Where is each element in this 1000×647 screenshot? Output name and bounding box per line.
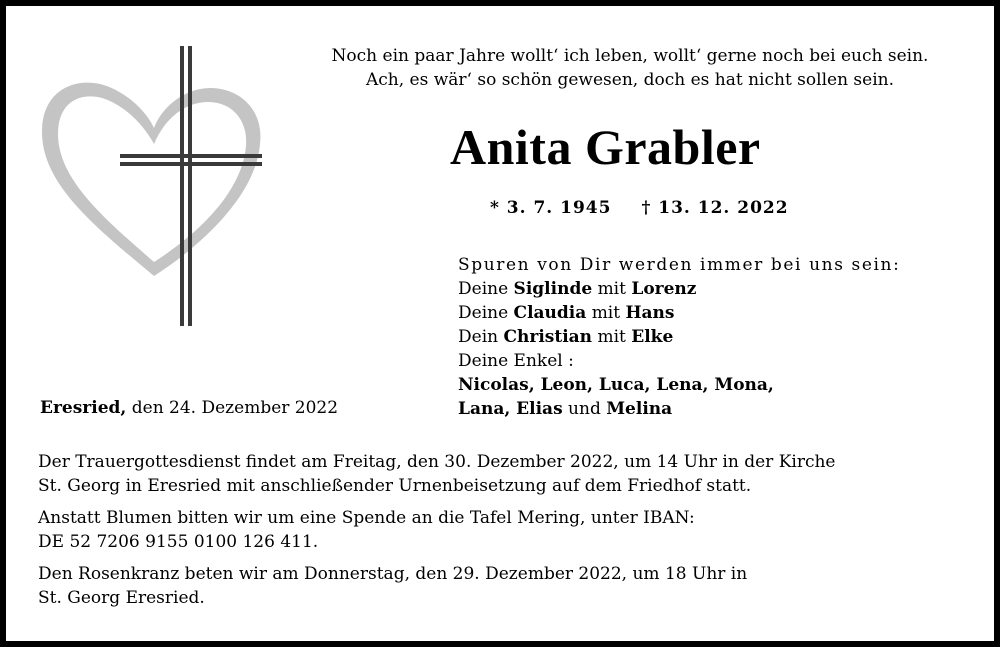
rosary-info-line-1: Den Rosenkranz beten wir am Donnerstag, den 29. Dezember 2022, um 18 Uhr in bbox=[38, 564, 748, 584]
grandchildren-names: Lana, Elias bbox=[458, 399, 563, 419]
mourner-name: Christian bbox=[503, 327, 593, 347]
mourner-prefix: Dein bbox=[458, 327, 499, 347]
mourner-conj: mit bbox=[591, 303, 621, 323]
mourner-conj: mit bbox=[597, 279, 626, 299]
service-info-line-1: Der Trauergottesdienst findet am Freitag, den 30. Dezember 2022, um 14 Uhr in der Kirche bbox=[38, 452, 836, 472]
mourner-conj: mit bbox=[597, 327, 626, 347]
heart-shape bbox=[42, 83, 260, 276]
town-name: Eresried, bbox=[40, 398, 127, 418]
mourner-row bbox=[458, 279, 696, 299]
poem-line-1: Noch ein paar Jahre wollt‘ ich leben, wollt‘ gerne noch bei euch sein. bbox=[331, 46, 929, 66]
service-info-line-2: St. Georg in Eresried mit anschließender Urnenbeisetzung auf dem Friedhof statt. bbox=[38, 476, 752, 496]
place-date bbox=[40, 398, 338, 418]
birth-date: * 3. 7. 1945 bbox=[490, 198, 612, 218]
mourner-partner: Hans bbox=[625, 303, 675, 323]
deceased-name: Anita Grabler bbox=[450, 119, 761, 175]
donation-iban: DE 52 7206 9155 0100 126 411. bbox=[38, 532, 319, 552]
mourner-prefix: Deine bbox=[458, 303, 509, 323]
mourner-partner: Lorenz bbox=[631, 279, 697, 299]
mourner-name: Siglinde bbox=[513, 279, 593, 299]
grandchild-name: Melina bbox=[606, 399, 673, 419]
mourner-name: Claudia bbox=[513, 303, 587, 323]
grandchildren-line-1 bbox=[458, 375, 774, 395]
conjunction: und bbox=[568, 399, 601, 419]
heart-cross-emblem bbox=[34, 44, 274, 330]
mourners-intro: Spuren von Dir werden immer bei uns sein: bbox=[458, 255, 901, 275]
mourner-row bbox=[458, 327, 673, 347]
grandchildren-line-2 bbox=[458, 399, 672, 419]
donation-info-line-1: Anstatt Blumen bitten wir um eine Spende an die Tafel Mering, unter IBAN: bbox=[38, 508, 695, 528]
mourner-partner: Elke bbox=[631, 327, 674, 347]
grandchildren-names: Nicolas, Leon, Luca, Lena, Mona, bbox=[458, 375, 774, 395]
rosary-info-line-2: St. Georg Eresried. bbox=[38, 588, 205, 608]
death-date: † 13. 12. 2022 bbox=[641, 198, 789, 218]
notice-date: den 24. Dezember 2022 bbox=[131, 398, 339, 418]
life-dates bbox=[490, 198, 819, 218]
mourner-prefix: Deine bbox=[458, 279, 509, 299]
poem-line-2: Ach, es wär‘ so schön gewesen, doch es hat nicht sollen sein. bbox=[365, 70, 894, 90]
grandchildren-label: Deine Enkel : bbox=[458, 351, 574, 371]
mourner-row bbox=[458, 303, 675, 323]
